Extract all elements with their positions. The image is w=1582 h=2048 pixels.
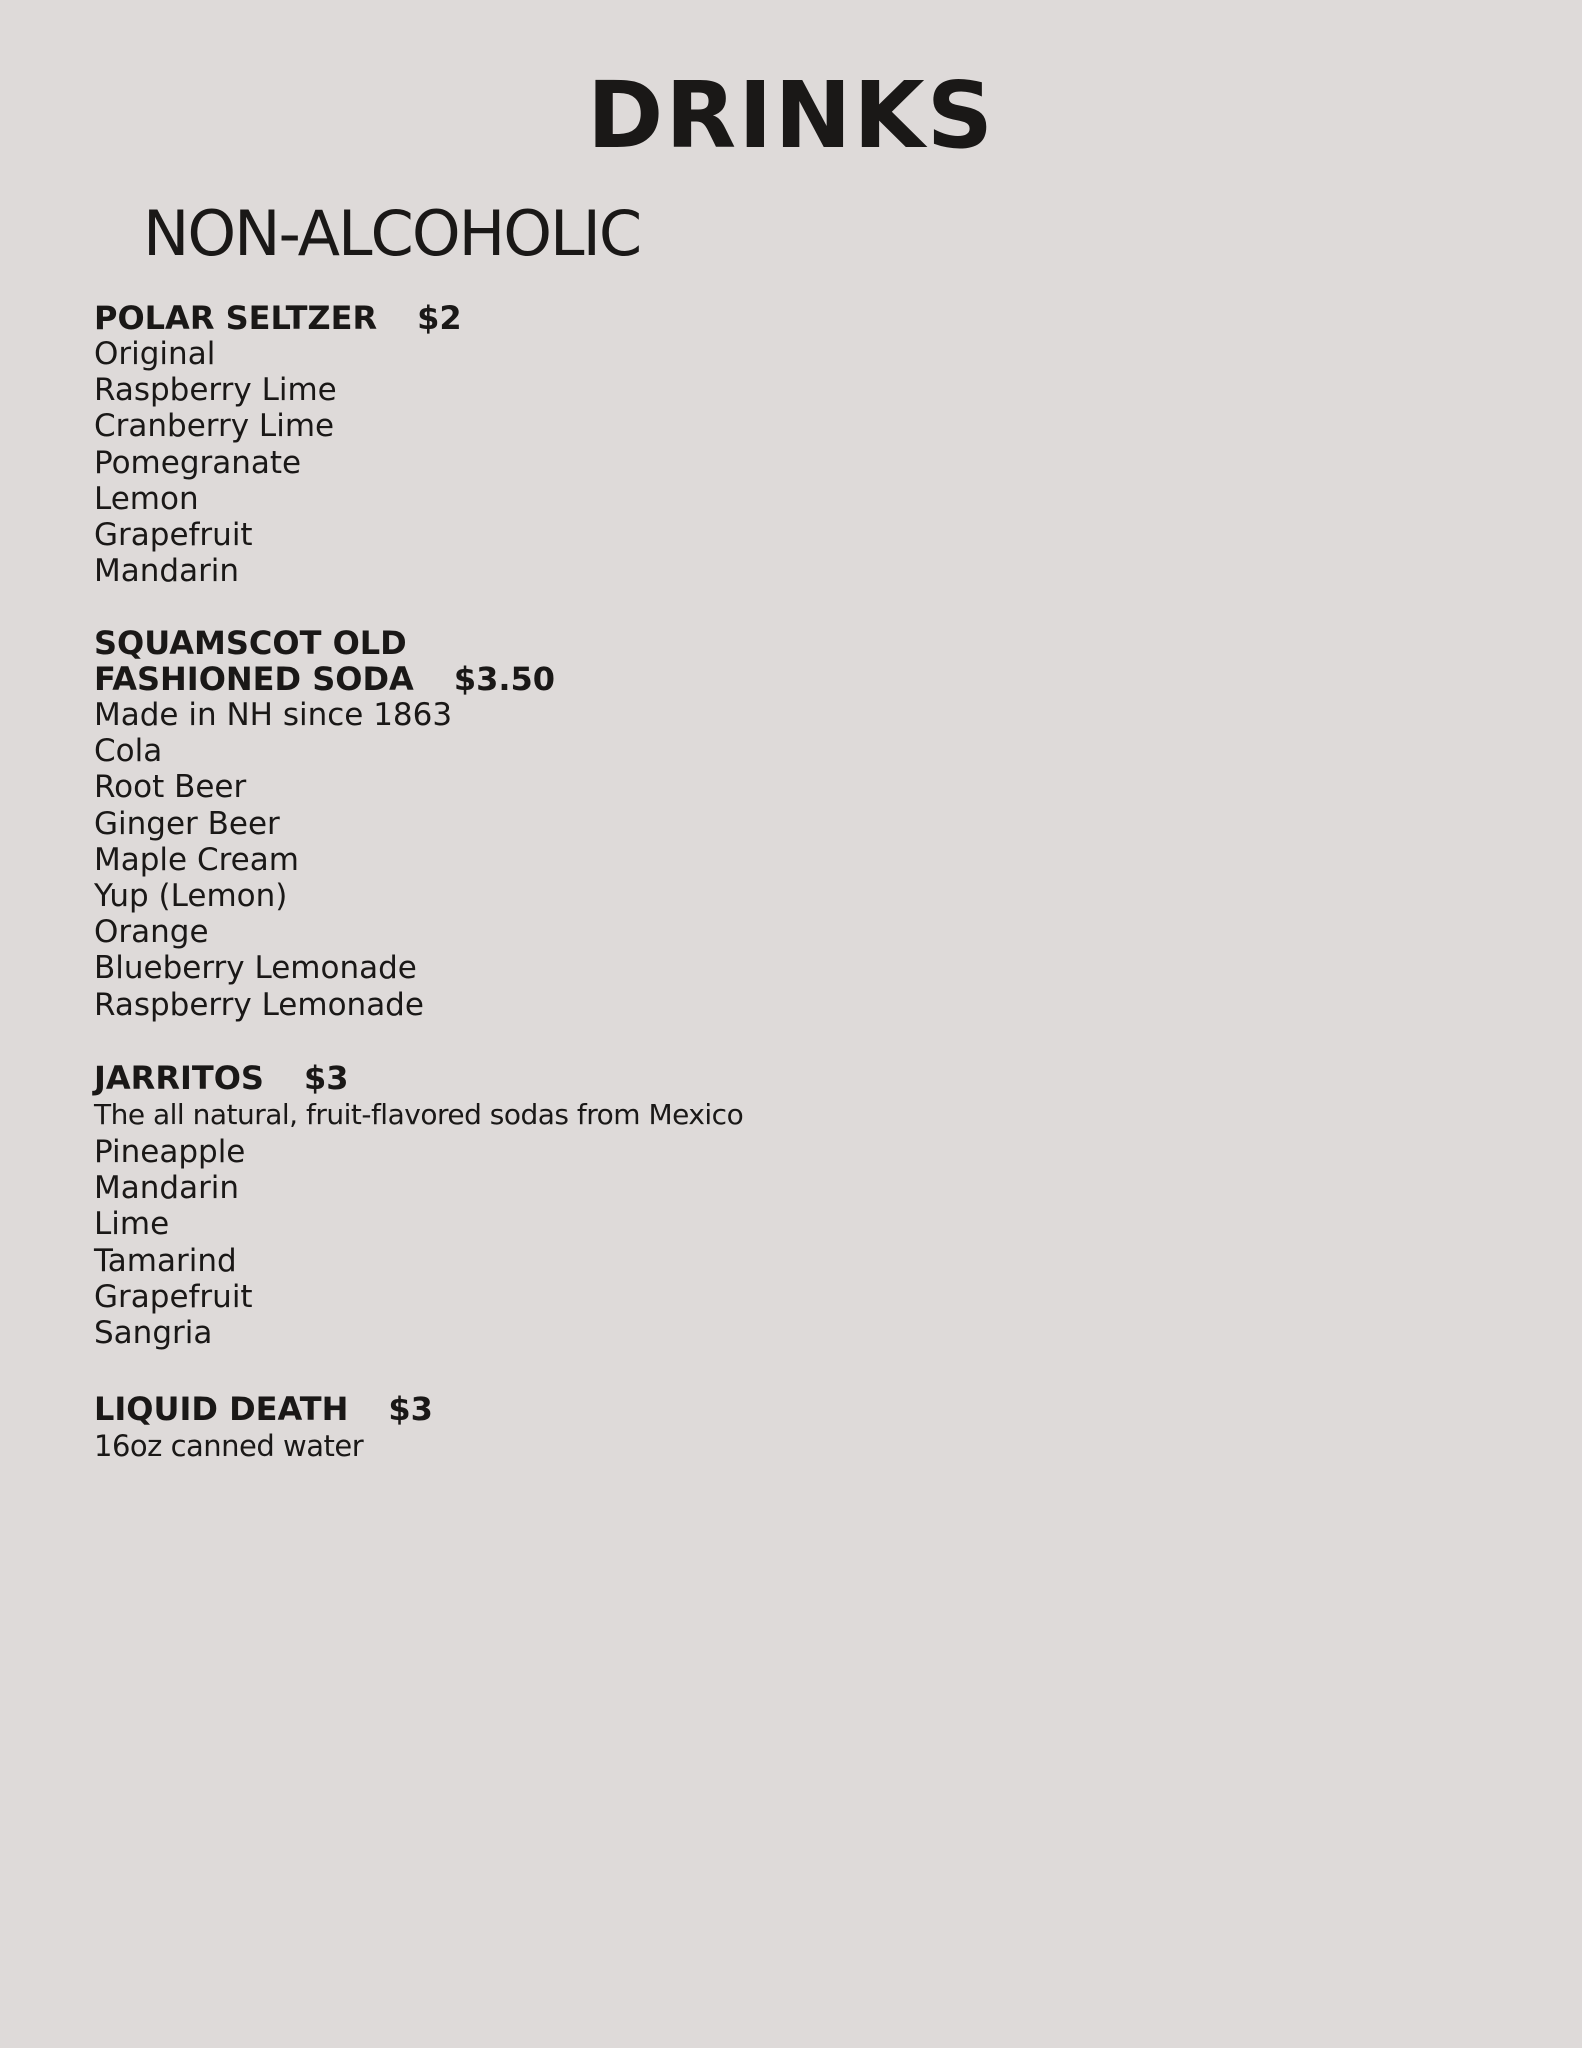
flavor-item: Pineapple bbox=[94, 1134, 246, 1170]
flavor-item: Ginger Beer bbox=[94, 805, 280, 842]
drink-price: $3.50 bbox=[453, 660, 556, 698]
flavor-item: Blueberry Lemonade bbox=[94, 950, 417, 987]
flavor-item: Lime bbox=[94, 1206, 170, 1243]
flavor-item: Sangria bbox=[94, 1315, 213, 1352]
drink-name: LIQUID DEATH bbox=[94, 1390, 349, 1428]
flavor-item: Original bbox=[94, 336, 216, 372]
drink-name-line-2: FASHIONED SODA bbox=[94, 660, 414, 698]
drink-name: JARRITOS bbox=[94, 1059, 264, 1097]
flavor-item: Raspberry Lime bbox=[94, 372, 337, 409]
section-header bbox=[94, 1391, 994, 1427]
drink-price: $3 bbox=[303, 1059, 349, 1097]
page-title: DRINKS bbox=[587, 62, 995, 169]
section-header bbox=[94, 300, 994, 336]
flavor-item: Cranberry Lime bbox=[94, 408, 335, 445]
section-header bbox=[94, 1060, 994, 1096]
section-header bbox=[94, 625, 994, 697]
flavor-item: Root Beer bbox=[94, 769, 247, 806]
flavor-item: Grapefruit bbox=[94, 517, 253, 554]
flavor-item: Mandarin bbox=[94, 1170, 240, 1207]
flavor-item: Tamarind bbox=[94, 1242, 237, 1279]
drink-name-line-1: SQUAMSCOT OLD bbox=[94, 624, 407, 662]
flavor-item: Maple Cream bbox=[94, 841, 299, 878]
menu-section-polar-seltzer bbox=[94, 300, 994, 589]
section-category-title: NON-ALCOHOLIC bbox=[143, 197, 641, 270]
flavor-item: Raspberry Lemonade bbox=[94, 986, 424, 1023]
flavor-item: Cola bbox=[94, 733, 163, 770]
flavor-item: Orange bbox=[94, 914, 209, 951]
drink-description: Made in NH since 1863 bbox=[94, 697, 453, 733]
flavor-item: Lemon bbox=[94, 480, 199, 517]
flavor-item: Pomegranate bbox=[94, 444, 302, 481]
drink-description: The all natural, fruit-flavored sodas from Mexico bbox=[94, 1098, 744, 1131]
menu-section-squamscot-soda bbox=[94, 625, 994, 1023]
flavor-item: Yup (Lemon) bbox=[94, 878, 288, 915]
drink-price: $2 bbox=[417, 299, 462, 337]
drink-price: $3 bbox=[388, 1390, 433, 1428]
flavor-item: Mandarin bbox=[94, 553, 240, 590]
menu-section-jarritos bbox=[94, 1060, 994, 1351]
menu-section-liquid-death bbox=[94, 1391, 994, 1465]
flavor-item: Grapefruit bbox=[94, 1278, 253, 1315]
drink-description: 16oz canned water bbox=[94, 1429, 364, 1463]
drink-name: POLAR SELTZER bbox=[94, 299, 378, 337]
